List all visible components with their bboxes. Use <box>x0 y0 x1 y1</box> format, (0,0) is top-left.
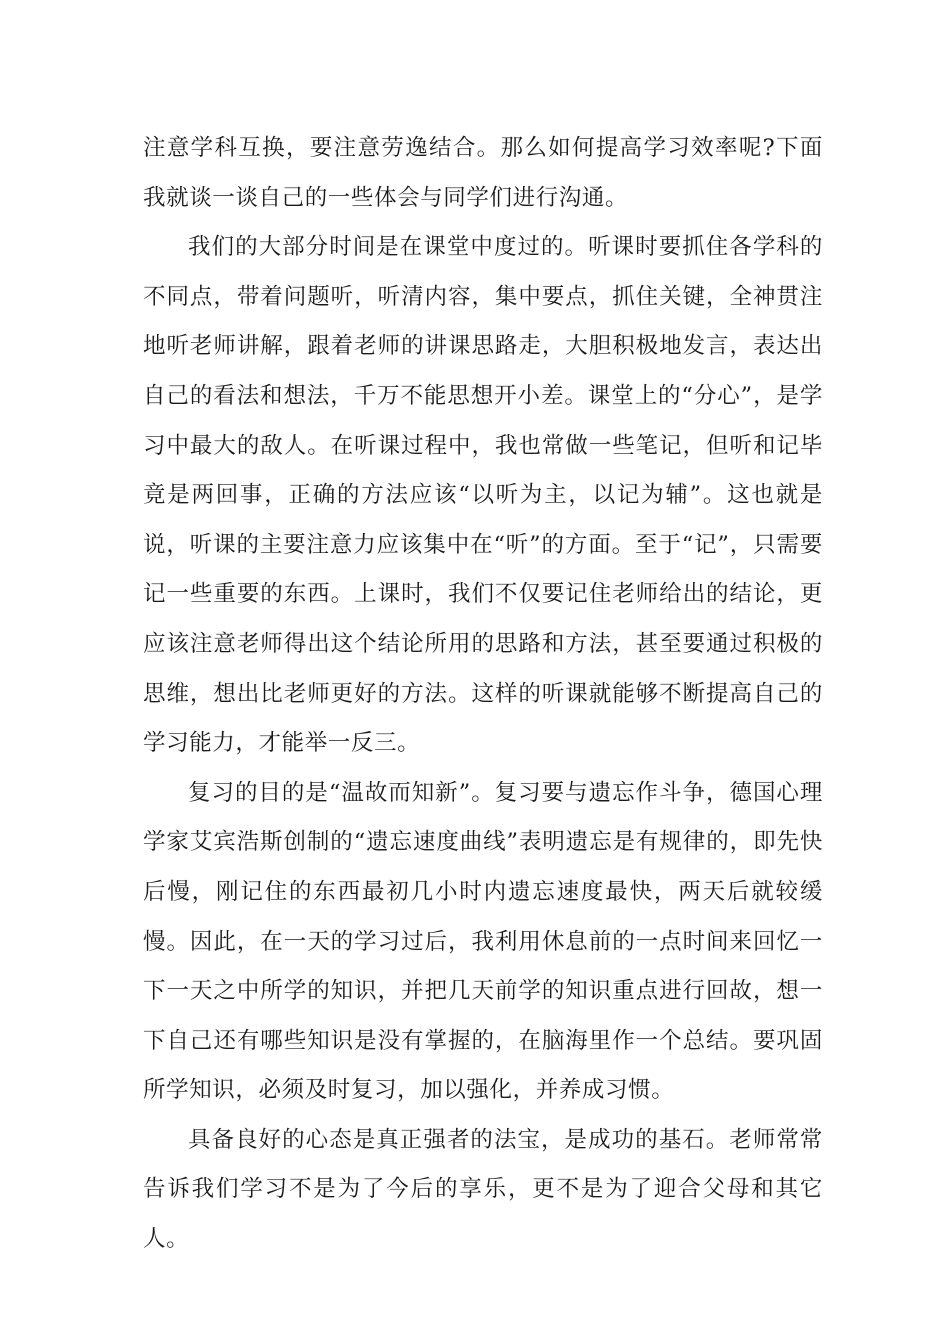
document-body <box>143 124 823 1265</box>
paragraph-2: 我们的大部分时间是在课堂中度过的。听课时要抓住各学科的不同点，带着问题听，听清内容，集中要点，抓住关键，全神贯注地听老师讲解，跟着老师的讲课思路走，大胆积极地发言，表达出自己的看法和想法，千万不能思想开小差。课堂上的“分心”，是学习中最大的敌人。在听课过程中，我也常做一些笔记，但听和记毕竟是两回事，正确的方法应该“以听为主，以记为辅”。这也就是说，听课的主要注意力应该集中在“听”的方面。至于“记”，只需要记一些重要的东西。上课时，我们不仅要记住老师给出的结论，更应该注意老师得出这个结论所用的思路和方法，甚至要通过积极的思维，想出比老师更好的方法。这样的听课就能够不断提高自己的学习能力，才能举一反三。 <box>143 234 823 757</box>
paragraph-1: 注意学科互换，要注意劳逸结合。那么如何提高学习效率呢?下面我就谈一谈自己的一些体会与同学们进行沟通。 <box>143 135 823 211</box>
paragraph-3: 复习的目的是“温故而知新”。复习要与遗忘作斗争，德国心理学家艾宾浩斯创制的“遗忘速度曲线”表明遗忘是有规律的，即先快后慢，刚记住的东西最初几小时内遗忘速度最快，两天后就较缓慢。因此，在一天的学习过后，我利用休息前的一点时间来回忆一下一天之中所学的知识，并把几天前学的知识重点进行回故，想一下自己还有哪些知识是没有掌握的，在脑海里作一个总结。要巩固所学知识，必须及时复习，加以强化，并养成习惯。 <box>143 779 823 1104</box>
paragraph-4: 具备良好的心态是真正强者的法宝，是成功的基石。老师常常告诉我们学习不是为了今后的享乐，更不是为了迎合父母和其它人。 <box>143 1126 823 1253</box>
